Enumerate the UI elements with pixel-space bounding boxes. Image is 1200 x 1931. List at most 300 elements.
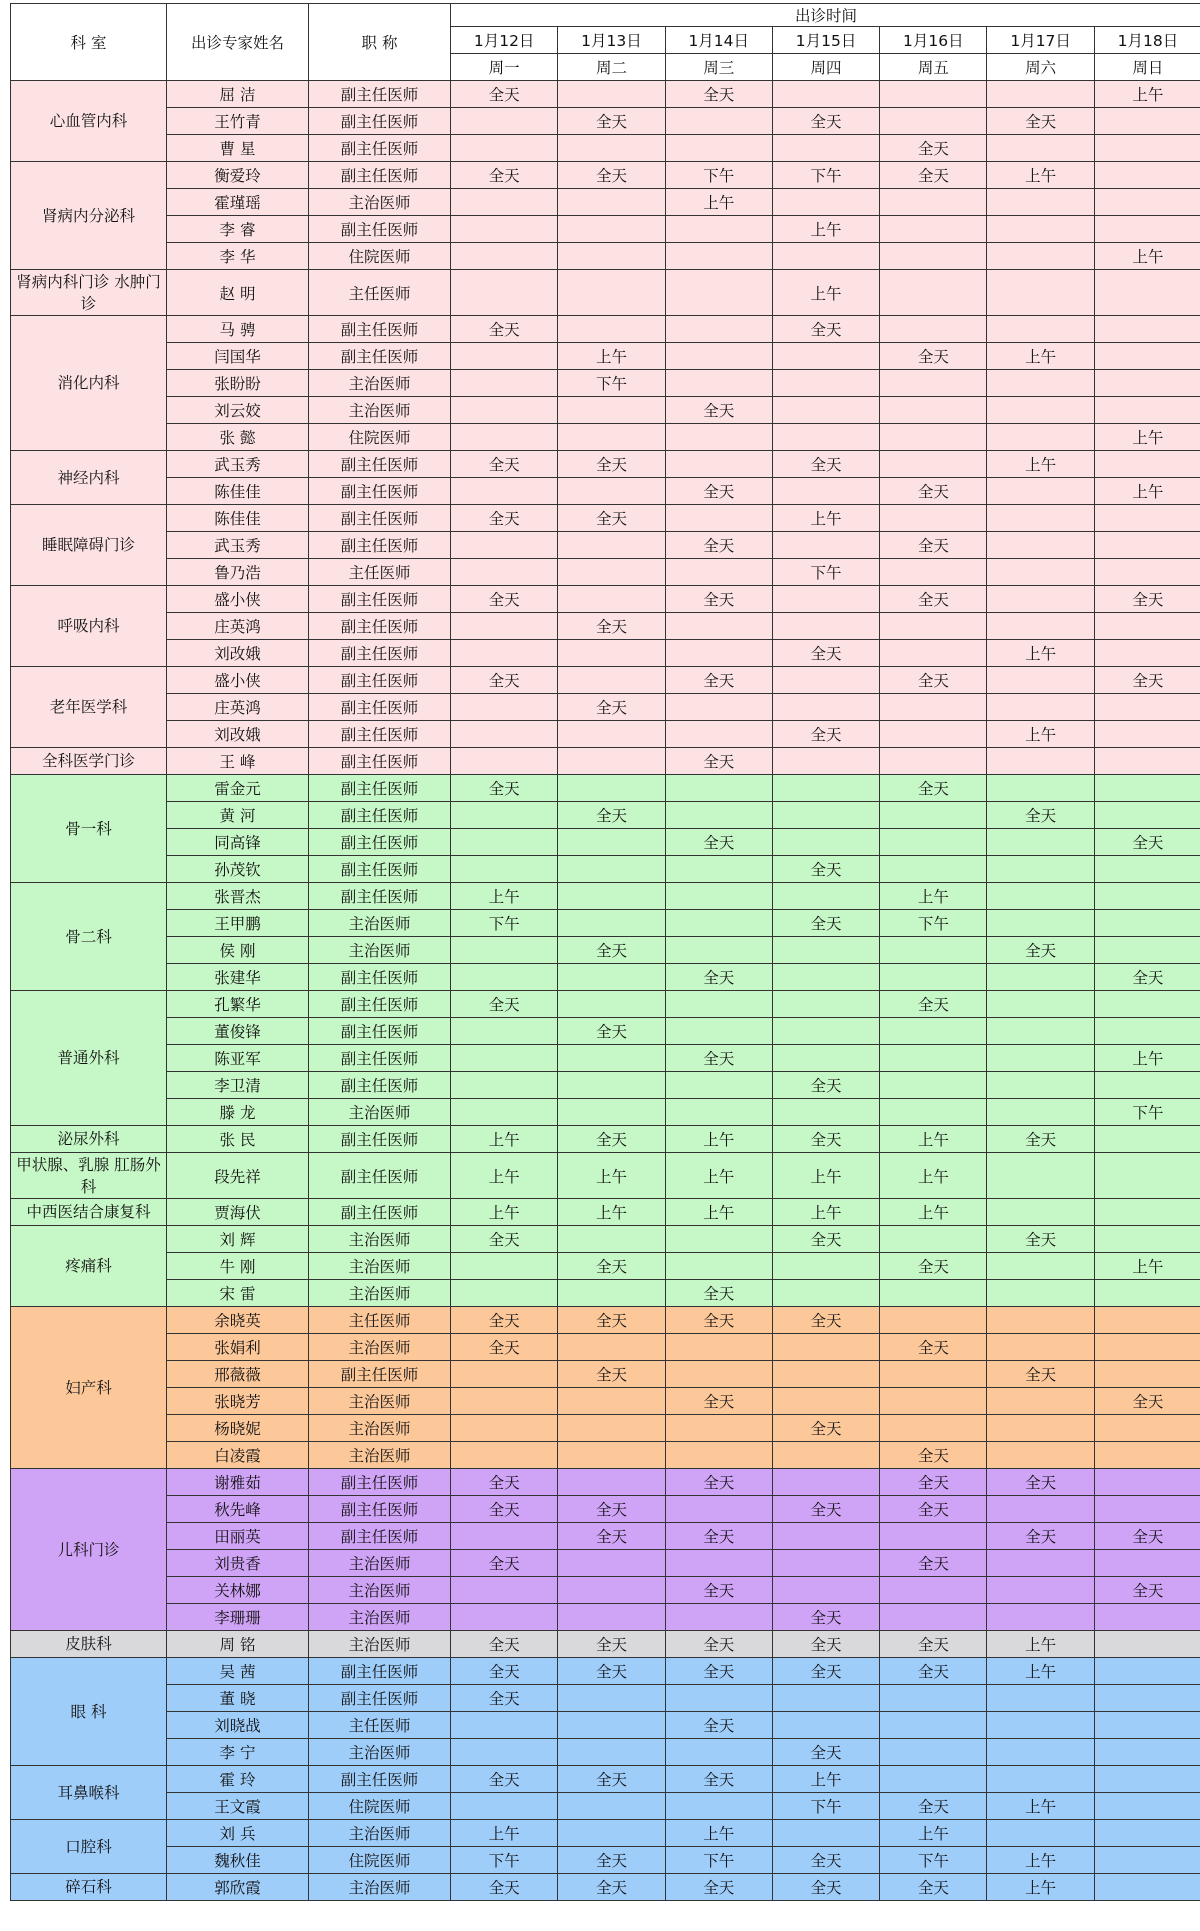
schedule-slot-cell: [665, 270, 772, 316]
header-weekday: 周日: [1094, 54, 1200, 81]
schedule-slot-cell: [1094, 559, 1200, 586]
schedule-slot-cell: [772, 478, 879, 505]
schedule-slot-cell: 全天: [665, 748, 772, 775]
schedule-slot-cell: [1094, 1496, 1200, 1523]
schedule-slot-cell: [880, 1361, 987, 1388]
doctor-name-cell: 牛 刚: [167, 1253, 309, 1280]
doctor-title-cell: 主治医师: [309, 1550, 451, 1577]
schedule-slot-cell: [451, 532, 558, 559]
schedule-slot-cell: [772, 1099, 879, 1126]
schedule-table: [10, 3, 1200, 1901]
schedule-slot-cell: 全天: [558, 451, 665, 478]
schedule-slot-cell: 全天: [1094, 829, 1200, 856]
department-cell: 心血管内科: [11, 81, 167, 162]
schedule-row: [11, 135, 1200, 162]
schedule-slot-cell: 上午: [1094, 424, 1200, 451]
schedule-slot-cell: [987, 1388, 1094, 1415]
schedule-slot-cell: [558, 270, 665, 316]
doctor-name-cell: 孔繁华: [167, 991, 309, 1018]
doctor-title-cell: 副主任医师: [309, 216, 451, 243]
doctor-title-cell: 副主任医师: [309, 1658, 451, 1685]
schedule-slot-cell: [1094, 1550, 1200, 1577]
schedule-slot-cell: 全天: [772, 1631, 879, 1658]
header-date: 1月16日: [880, 27, 987, 54]
schedule-slot-cell: 上午: [987, 162, 1094, 189]
schedule-row: [11, 1847, 1200, 1874]
schedule-slot-cell: [451, 424, 558, 451]
schedule-slot-cell: [772, 1550, 879, 1577]
schedule-slot-cell: [558, 1685, 665, 1712]
doctor-title-cell: 副主任医师: [309, 883, 451, 910]
schedule-slot-cell: [880, 1226, 987, 1253]
schedule-slot-cell: 全天: [451, 1469, 558, 1496]
schedule-slot-cell: 全天: [665, 1577, 772, 1604]
schedule-slot-cell: [987, 991, 1094, 1018]
schedule-slot-cell: [451, 397, 558, 424]
doctor-title-cell: 主治医师: [309, 1577, 451, 1604]
schedule-slot-cell: [987, 189, 1094, 216]
schedule-slot-cell: [451, 1072, 558, 1099]
schedule-slot-cell: [1094, 1415, 1200, 1442]
schedule-slot-cell: 全天: [772, 1126, 879, 1153]
schedule-slot-cell: [665, 1739, 772, 1766]
schedule-slot-cell: 上午: [880, 1126, 987, 1153]
doctor-title-cell: 主治医师: [309, 910, 451, 937]
schedule-slot-cell: [880, 243, 987, 270]
schedule-slot-cell: 全天: [772, 721, 879, 748]
schedule-slot-cell: [665, 216, 772, 243]
department-cell: 肾病内科门诊 水肿门诊: [11, 270, 167, 316]
doctor-name-cell: 田丽英: [167, 1523, 309, 1550]
doctor-title-cell: 住院医师: [309, 243, 451, 270]
schedule-slot-cell: [451, 1523, 558, 1550]
schedule-slot-cell: 全天: [451, 1550, 558, 1577]
doctor-name-cell: 李 华: [167, 243, 309, 270]
doctor-name-cell: 刘云姣: [167, 397, 309, 424]
schedule-slot-cell: [880, 1739, 987, 1766]
doctor-name-cell: 刘 辉: [167, 1226, 309, 1253]
schedule-slot-cell: 全天: [665, 1766, 772, 1793]
schedule-row: [11, 1766, 1200, 1793]
schedule-slot-cell: [665, 613, 772, 640]
doctor-title-cell: 副主任医师: [309, 640, 451, 667]
schedule-slot-cell: [772, 1442, 879, 1469]
schedule-slot-cell: [1094, 108, 1200, 135]
schedule-slot-cell: [1094, 748, 1200, 775]
doctor-title-cell: 副主任医师: [309, 1199, 451, 1226]
department-cell: 肾病内分泌科: [11, 162, 167, 270]
schedule-slot-cell: [880, 108, 987, 135]
schedule-row: [11, 1712, 1200, 1739]
doctor-title-cell: 主任医师: [309, 1307, 451, 1334]
schedule-slot-cell: 全天: [558, 1307, 665, 1334]
department-cell: 中西医结合康复科: [11, 1199, 167, 1226]
doctor-name-cell: 邢薇薇: [167, 1361, 309, 1388]
schedule-slot-cell: 全天: [772, 856, 879, 883]
schedule-slot-cell: [558, 910, 665, 937]
doctor-name-cell: 盛小侠: [167, 586, 309, 613]
schedule-row: [11, 640, 1200, 667]
schedule-slot-cell: [1094, 1153, 1200, 1199]
schedule-slot-cell: [987, 316, 1094, 343]
department-cell: 耳鼻喉科: [11, 1766, 167, 1820]
schedule-slot-cell: 全天: [451, 667, 558, 694]
schedule-row: [11, 216, 1200, 243]
doctor-title-cell: 副主任医师: [309, 1126, 451, 1153]
department-cell: 全科医学门诊: [11, 748, 167, 775]
schedule-slot-cell: 上午: [987, 1847, 1094, 1874]
doctor-name-cell: 霍 玲: [167, 1766, 309, 1793]
schedule-slot-cell: [1094, 532, 1200, 559]
schedule-slot-cell: [451, 270, 558, 316]
schedule-slot-cell: [880, 694, 987, 721]
doctor-name-cell: 张盼盼: [167, 370, 309, 397]
schedule-slot-cell: 全天: [558, 937, 665, 964]
doctor-title-cell: 主治医师: [309, 1253, 451, 1280]
schedule-slot-cell: 全天: [772, 1496, 879, 1523]
schedule-slot-cell: [772, 964, 879, 991]
doctor-title-cell: 主治医师: [309, 1604, 451, 1631]
doctor-name-cell: 刘贵香: [167, 1550, 309, 1577]
schedule-slot-cell: [558, 1334, 665, 1361]
schedule-slot-cell: 全天: [558, 108, 665, 135]
schedule-slot-cell: [987, 1072, 1094, 1099]
schedule-slot-cell: 全天: [558, 1018, 665, 1045]
department-cell: 普通外科: [11, 991, 167, 1126]
doctor-title-cell: 主治医师: [309, 1280, 451, 1307]
header-date: 1月14日: [665, 27, 772, 54]
schedule-slot-cell: [665, 343, 772, 370]
schedule-slot-cell: [880, 316, 987, 343]
schedule-slot-cell: 全天: [772, 1604, 879, 1631]
schedule-row: [11, 937, 1200, 964]
schedule-slot-cell: [1094, 162, 1200, 189]
schedule-slot-cell: 全天: [1094, 1388, 1200, 1415]
schedule-slot-cell: 全天: [880, 1793, 987, 1820]
schedule-slot-cell: [987, 424, 1094, 451]
doctor-name-cell: 郭欣霞: [167, 1874, 309, 1901]
schedule-slot-cell: [772, 1361, 879, 1388]
schedule-slot-cell: 全天: [665, 1280, 772, 1307]
schedule-slot-cell: [558, 1280, 665, 1307]
schedule-slot-cell: [1094, 370, 1200, 397]
schedule-slot-cell: [880, 640, 987, 667]
schedule-slot-cell: [987, 883, 1094, 910]
schedule-slot-cell: 上午: [665, 1199, 772, 1226]
schedule-slot-cell: [987, 1153, 1094, 1199]
schedule-slot-cell: [987, 1685, 1094, 1712]
doctor-title-cell: 副主任医师: [309, 343, 451, 370]
schedule-slot-cell: 上午: [987, 451, 1094, 478]
schedule-slot-cell: 上午: [987, 640, 1094, 667]
schedule-row: [11, 1685, 1200, 1712]
schedule-slot-cell: [987, 667, 1094, 694]
schedule-row: [11, 397, 1200, 424]
schedule-slot-cell: 全天: [451, 586, 558, 613]
table-header: [11, 4, 1200, 81]
doctor-title-cell: 主任医师: [309, 270, 451, 316]
schedule-slot-cell: 上午: [880, 883, 987, 910]
schedule-slot-cell: 全天: [772, 316, 879, 343]
doctor-name-cell: 李 宁: [167, 1739, 309, 1766]
schedule-slot-cell: [558, 559, 665, 586]
doctor-name-cell: 刘晓战: [167, 1712, 309, 1739]
doctor-name-cell: 张建华: [167, 964, 309, 991]
doctor-title-cell: 副主任医师: [309, 505, 451, 532]
doctor-name-cell: 霍瑾瑶: [167, 189, 309, 216]
schedule-slot-cell: 全天: [665, 1874, 772, 1901]
header-date: 1月17日: [987, 27, 1094, 54]
schedule-slot-cell: [1094, 1847, 1200, 1874]
department-cell: 骨一科: [11, 775, 167, 883]
schedule-slot-cell: 下午: [451, 1847, 558, 1874]
schedule-slot-cell: [665, 505, 772, 532]
schedule-slot-cell: [987, 1199, 1094, 1226]
schedule-slot-cell: 上午: [665, 1153, 772, 1199]
schedule-slot-cell: 下午: [1094, 1099, 1200, 1126]
schedule-slot-cell: [665, 1442, 772, 1469]
schedule-row: [11, 883, 1200, 910]
schedule-row: [11, 802, 1200, 829]
doctor-title-cell: 副主任医师: [309, 1496, 451, 1523]
schedule-row: [11, 1631, 1200, 1658]
schedule-slot-cell: [772, 135, 879, 162]
schedule-slot-cell: 上午: [451, 1126, 558, 1153]
schedule-row: [11, 108, 1200, 135]
schedule-slot-cell: [772, 1820, 879, 1847]
schedule-slot-cell: 全天: [558, 1253, 665, 1280]
schedule-slot-cell: [451, 1018, 558, 1045]
schedule-slot-cell: 全天: [772, 108, 879, 135]
schedule-slot-cell: [772, 1045, 879, 1072]
doctor-name-cell: 魏秋佳: [167, 1847, 309, 1874]
schedule-slot-cell: 全天: [558, 1631, 665, 1658]
doctor-title-cell: 副主任医师: [309, 721, 451, 748]
schedule-slot-cell: [1094, 505, 1200, 532]
doctor-title-cell: 副主任医师: [309, 694, 451, 721]
schedule-slot-cell: [558, 1712, 665, 1739]
doctor-name-cell: 马 骋: [167, 316, 309, 343]
schedule-slot-cell: [558, 1099, 665, 1126]
schedule-slot-cell: 全天: [451, 316, 558, 343]
schedule-slot-cell: [451, 108, 558, 135]
schedule-slot-cell: [558, 883, 665, 910]
schedule-slot-cell: [1094, 1658, 1200, 1685]
schedule-row: [11, 1280, 1200, 1307]
schedule-slot-cell: [987, 243, 1094, 270]
schedule-row: [11, 1099, 1200, 1126]
schedule-slot-cell: [880, 1280, 987, 1307]
schedule-slot-cell: [451, 1712, 558, 1739]
schedule-slot-cell: [987, 613, 1094, 640]
schedule-slot-cell: [558, 1045, 665, 1072]
schedule-slot-cell: 全天: [665, 1307, 772, 1334]
doctor-name-cell: 刘 兵: [167, 1820, 309, 1847]
schedule-slot-cell: 上午: [558, 1199, 665, 1226]
schedule-slot-cell: 全天: [665, 1388, 772, 1415]
schedule-slot-cell: 上午: [772, 1766, 879, 1793]
doctor-title-cell: 主治医师: [309, 397, 451, 424]
schedule-row: [11, 1018, 1200, 1045]
doctor-name-cell: 贾海伏: [167, 1199, 309, 1226]
schedule-slot-cell: [451, 1442, 558, 1469]
schedule-slot-cell: [665, 1072, 772, 1099]
schedule-slot-cell: 全天: [451, 775, 558, 802]
schedule-slot-cell: 全天: [880, 1496, 987, 1523]
schedule-slot-cell: [451, 343, 558, 370]
schedule-slot-cell: [772, 397, 879, 424]
schedule-slot-cell: [665, 1361, 772, 1388]
department-cell: 老年医学科: [11, 667, 167, 748]
doctor-name-cell: 吴 茜: [167, 1658, 309, 1685]
schedule-slot-cell: [1094, 1307, 1200, 1334]
doctor-title-cell: 主任医师: [309, 1712, 451, 1739]
schedule-slot-cell: [451, 243, 558, 270]
schedule-slot-cell: [1094, 270, 1200, 316]
doctor-name-cell: 孙茂钦: [167, 856, 309, 883]
schedule-slot-cell: 全天: [558, 1496, 665, 1523]
schedule-slot-cell: [987, 1253, 1094, 1280]
schedule-slot-cell: [1094, 343, 1200, 370]
schedule-slot-cell: [772, 775, 879, 802]
schedule-slot-cell: [880, 613, 987, 640]
schedule-slot-cell: 上午: [772, 505, 879, 532]
schedule-slot-cell: [1094, 910, 1200, 937]
schedule-slot-cell: [987, 270, 1094, 316]
schedule-slot-cell: 全天: [772, 1415, 879, 1442]
schedule-slot-cell: [1094, 775, 1200, 802]
header-date: 1月13日: [558, 27, 665, 54]
doctor-title-cell: 副主任医师: [309, 991, 451, 1018]
doctor-title-cell: 副主任医师: [309, 1018, 451, 1045]
schedule-slot-cell: [665, 424, 772, 451]
schedule-row: [11, 1334, 1200, 1361]
doctor-name-cell: 宋 雷: [167, 1280, 309, 1307]
doctor-title-cell: 副主任医师: [309, 775, 451, 802]
schedule-slot-cell: [1094, 937, 1200, 964]
schedule-slot-cell: [772, 1685, 879, 1712]
schedule-slot-cell: 上午: [880, 1199, 987, 1226]
schedule-slot-cell: [1094, 1018, 1200, 1045]
schedule-slot-cell: [665, 451, 772, 478]
schedule-slot-cell: 全天: [880, 1658, 987, 1685]
schedule-slot-cell: 全天: [1094, 1577, 1200, 1604]
schedule-slot-cell: 上午: [880, 1820, 987, 1847]
schedule-slot-cell: [987, 748, 1094, 775]
schedule-slot-cell: [558, 1739, 665, 1766]
department-cell: 儿科门诊: [11, 1469, 167, 1631]
header-doctor-name: 出诊专家姓名: [167, 4, 309, 81]
schedule-row: [11, 1415, 1200, 1442]
doctor-name-cell: 刘改娥: [167, 640, 309, 667]
schedule-slot-cell: [880, 1388, 987, 1415]
doctor-title-cell: 副主任医师: [309, 748, 451, 775]
schedule-slot-cell: [558, 1442, 665, 1469]
schedule-slot-cell: [1094, 1226, 1200, 1253]
schedule-slot-cell: [880, 505, 987, 532]
schedule-slot-cell: [451, 189, 558, 216]
schedule-slot-cell: [451, 1045, 558, 1072]
schedule-slot-cell: [665, 1099, 772, 1126]
schedule-slot-cell: [665, 1550, 772, 1577]
doctor-title-cell: 副主任医师: [309, 532, 451, 559]
header-title: 职 称: [309, 4, 451, 81]
schedule-slot-cell: [987, 694, 1094, 721]
schedule-slot-cell: 全天: [451, 1226, 558, 1253]
schedule-slot-cell: [987, 216, 1094, 243]
doctor-title-cell: 主治医师: [309, 370, 451, 397]
schedule-slot-cell: [451, 1253, 558, 1280]
schedule-slot-cell: [1094, 613, 1200, 640]
schedule-row: [11, 1550, 1200, 1577]
schedule-slot-cell: [558, 81, 665, 108]
schedule-slot-cell: 全天: [1094, 964, 1200, 991]
schedule-slot-cell: [880, 802, 987, 829]
schedule-slot-cell: [772, 532, 879, 559]
schedule-slot-cell: [558, 243, 665, 270]
schedule-slot-cell: 全天: [451, 451, 558, 478]
schedule-row: [11, 910, 1200, 937]
schedule-slot-cell: [772, 1253, 879, 1280]
doctor-name-cell: 闫国华: [167, 343, 309, 370]
schedule-slot-cell: 全天: [772, 451, 879, 478]
schedule-slot-cell: [772, 937, 879, 964]
schedule-slot-cell: [558, 1820, 665, 1847]
schedule-row: [11, 1739, 1200, 1766]
schedule-slot-cell: 全天: [772, 1739, 879, 1766]
schedule-slot-cell: [665, 694, 772, 721]
schedule-slot-cell: [665, 937, 772, 964]
department-cell: 骨二科: [11, 883, 167, 991]
schedule-slot-cell: 全天: [665, 1712, 772, 1739]
doctor-name-cell: 武玉秀: [167, 451, 309, 478]
schedule-slot-cell: [880, 216, 987, 243]
schedule-slot-cell: [558, 135, 665, 162]
doctor-title-cell: 主治医师: [309, 1739, 451, 1766]
doctor-name-cell: 黄 河: [167, 802, 309, 829]
doctor-name-cell: 王竹青: [167, 108, 309, 135]
schedule-slot-cell: [558, 1469, 665, 1496]
schedule-slot-cell: [1094, 1766, 1200, 1793]
schedule-slot-cell: [987, 1766, 1094, 1793]
schedule-row: [11, 1577, 1200, 1604]
doctor-name-cell: 庄英鸿: [167, 613, 309, 640]
schedule-row: [11, 532, 1200, 559]
schedule-slot-cell: 上午: [987, 1874, 1094, 1901]
schedule-slot-cell: [880, 1018, 987, 1045]
schedule-row: [11, 613, 1200, 640]
schedule-slot-cell: [665, 559, 772, 586]
doctor-name-cell: 李卫清: [167, 1072, 309, 1099]
schedule-slot-cell: 全天: [772, 640, 879, 667]
schedule-slot-cell: [772, 1388, 879, 1415]
doctor-name-cell: 雷金元: [167, 775, 309, 802]
schedule-slot-cell: 全天: [880, 135, 987, 162]
schedule-slot-cell: [451, 1388, 558, 1415]
schedule-slot-cell: [987, 829, 1094, 856]
doctor-title-cell: 副主任医师: [309, 1153, 451, 1199]
schedule-slot-cell: [987, 910, 1094, 937]
schedule-slot-cell: [880, 1712, 987, 1739]
schedule-slot-cell: 全天: [1094, 667, 1200, 694]
schedule-slot-cell: 全天: [665, 1658, 772, 1685]
schedule-slot-cell: 全天: [558, 505, 665, 532]
doctor-name-cell: 屈 洁: [167, 81, 309, 108]
schedule-row: [11, 81, 1200, 108]
doctor-name-cell: 鲁乃浩: [167, 559, 309, 586]
schedule-slot-cell: [558, 964, 665, 991]
doctor-title-cell: 副主任医师: [309, 1469, 451, 1496]
